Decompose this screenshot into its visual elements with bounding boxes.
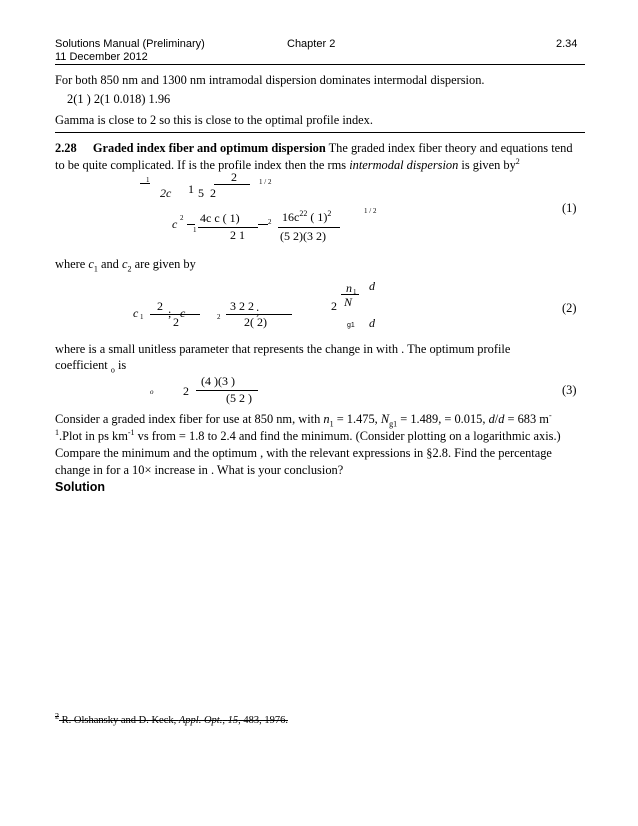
header-page-number: 2.34 [556,38,578,50]
eq1-16c: 16c [282,210,300,224]
footnote-journal: Appl. Opt. [178,715,223,726]
eq2-semi-1: ; [168,306,172,320]
eq2-num-3: 3 2 2 [230,299,254,313]
eq2-den-2: 2 [173,315,179,329]
eq2-n1: n [346,281,352,295]
problem-text-2b: is given by [458,158,516,172]
where-delta-line-1: where is a small unitless parameter that represents the change in with . The optimum profile [55,342,511,356]
where-c-line [55,256,196,273]
problem-title: Graded index fiber and optimum dispersion [92,141,326,155]
eq1-c: c [172,217,178,231]
eq2-den-3: 2( 2) [244,315,267,329]
eq1-label: (1) [562,201,577,215]
footnote-ref: 2 [515,156,520,166]
footnote [55,711,288,727]
header-center: Chapter 2 [287,38,336,50]
para-d2: d [498,412,505,426]
where-delta-2a: coefficient [55,358,111,372]
para-2b: vs from = 1.8 to 2.4 and find the minimum. (Consider plotting on a logarithmic axis.) [134,429,561,443]
where-c1: c [88,257,94,271]
eq1-bar-top [214,184,250,185]
where-c1-sub: 1 [93,264,98,274]
problem-line-2 [55,157,520,174]
intro-expression: 2(1 ) 2(1 0.018) 1.96 [67,92,171,106]
eq2-k2: 2 [331,299,337,313]
eq1-16c-sup: 22 [299,209,308,218]
footnote-text [55,711,288,726]
eq1-term3-b: ( 1) [307,210,328,224]
problem-para-line-1 [55,411,552,428]
where-delta-sub-o: o [110,365,115,375]
header-date: 11 December 2012 [55,51,148,63]
para-1b: = 1.475, [333,412,381,426]
header-rule [55,64,585,65]
eq1-c-sub: 1 [193,226,197,234]
eq2-sub-2: 2 [217,313,221,321]
para-Ng-sub: g1 [389,419,398,429]
eq1-term3 [282,211,331,224]
footnote-authors: R. Olshansky and D. Keck, [59,715,179,726]
footnote-sup: 2 [55,711,59,721]
problem-text-1: The graded index fiber theory and equations tend [328,141,573,155]
eq1-power-half-2: 1 / 2 [364,207,377,215]
para-slash: / [494,412,499,426]
where-c2-sub: 2 [127,264,132,274]
para-n1-sub: 1 [329,419,334,429]
problem-number: 2.28 [55,141,77,155]
eq2-semi-2: ; [256,304,260,318]
problem-text-2-italic: intermodal dispersion [349,158,459,172]
eq1-den-1: 1 [188,182,194,196]
eq1-c-sup: 2 [180,214,184,222]
where-and: and [97,257,122,271]
eq3-den: (5 2 ) [226,391,252,405]
footnote-volume: 15 [227,715,239,726]
eq2-num-2: 2 [157,299,163,313]
eq1-bar-c1 [187,224,195,225]
where-tail: are given by [131,257,196,271]
para-2a: .Plot in ps km [59,429,128,443]
solution-label: Solution [55,480,105,494]
eq1-term3-den: (5 2)(3 2) [280,229,326,243]
footnote-comma: , [222,715,228,726]
problem-para-line-3: Compare the minimum and the optimum , with the relevant expressions in §2.8. Find the percentage [55,446,552,460]
footnote-tail: , 483, 1976. [238,715,288,726]
eq2-c2: c [180,306,186,320]
eq1-top-2: 2 [231,170,237,184]
eq2-d-bottom: d [369,316,375,330]
eq1-frac-den: 2 1 [230,228,245,242]
eq2-c1-sub: 1 [140,313,144,321]
eq2-N: N [344,295,353,309]
para-1c: = 1.489, = 0.015, [397,412,489,426]
section-rule [55,132,585,133]
eq1-den-2c: 2c [160,186,172,200]
eq2-label: (2) [562,301,577,315]
eq2-n1-sub: 1 [353,288,357,296]
eq2-c1: c [133,306,139,320]
eq1-bar-mid [258,224,268,225]
eq1-mid-sub: 2 [268,218,272,226]
para-2-sup: 1 [55,427,59,437]
para-d1: d [488,412,495,426]
problem-para-line-2 [55,428,561,445]
eq1-den-5: 5 [198,186,204,200]
para-1g: = 683 m [504,412,549,426]
para-2-sup2: -1 [127,427,135,437]
eq2-d-top: d [369,279,375,293]
eq2-g1: g1 [347,322,355,329]
eq1-power-half: 1 / 2 [259,178,272,186]
eq3-label: (3) [562,383,577,397]
intro-line-2: Gamma is close to 2 so this is close to the optimal profile index. [55,113,373,127]
problem-para-line-4: change in for a 10× increase in . What is your conclusion? [55,463,344,477]
para-n1: n [323,412,330,426]
problem-text-2a: to be quite complicated. If is the profile index then the rms [55,158,350,172]
where-delta-2b: is [114,358,127,372]
para-1-sup: - [548,410,552,420]
where-delta-line-2 [55,357,126,374]
eq3-sub-o: o [150,388,154,396]
eq1-frac-num: 4c c ( 1) [200,211,240,225]
eq1-bar-frac [198,227,258,228]
eq3-num: (4 )(3 ) [201,374,235,388]
header-left: Solutions Manual (Preliminary) [55,38,205,50]
eq1-den-2: 2 [210,186,216,200]
eq1-bar-term3 [278,227,340,228]
where-c2: c [121,257,128,271]
where-c-text: where [55,257,89,271]
eq1-term3-sup2: 2 [327,209,332,218]
problem-heading-line [55,140,573,157]
eq3-two: 2 [183,384,189,398]
eq1-sub-1: 1 [146,176,150,184]
para-1a: Consider a graded index fiber for use at 850 nm, with [55,412,324,426]
para-Ng: N [380,412,390,426]
intro-line-1: For both 850 nm and 1300 nm intramodal dispersion dominates intermodal dispersion. [55,73,485,87]
